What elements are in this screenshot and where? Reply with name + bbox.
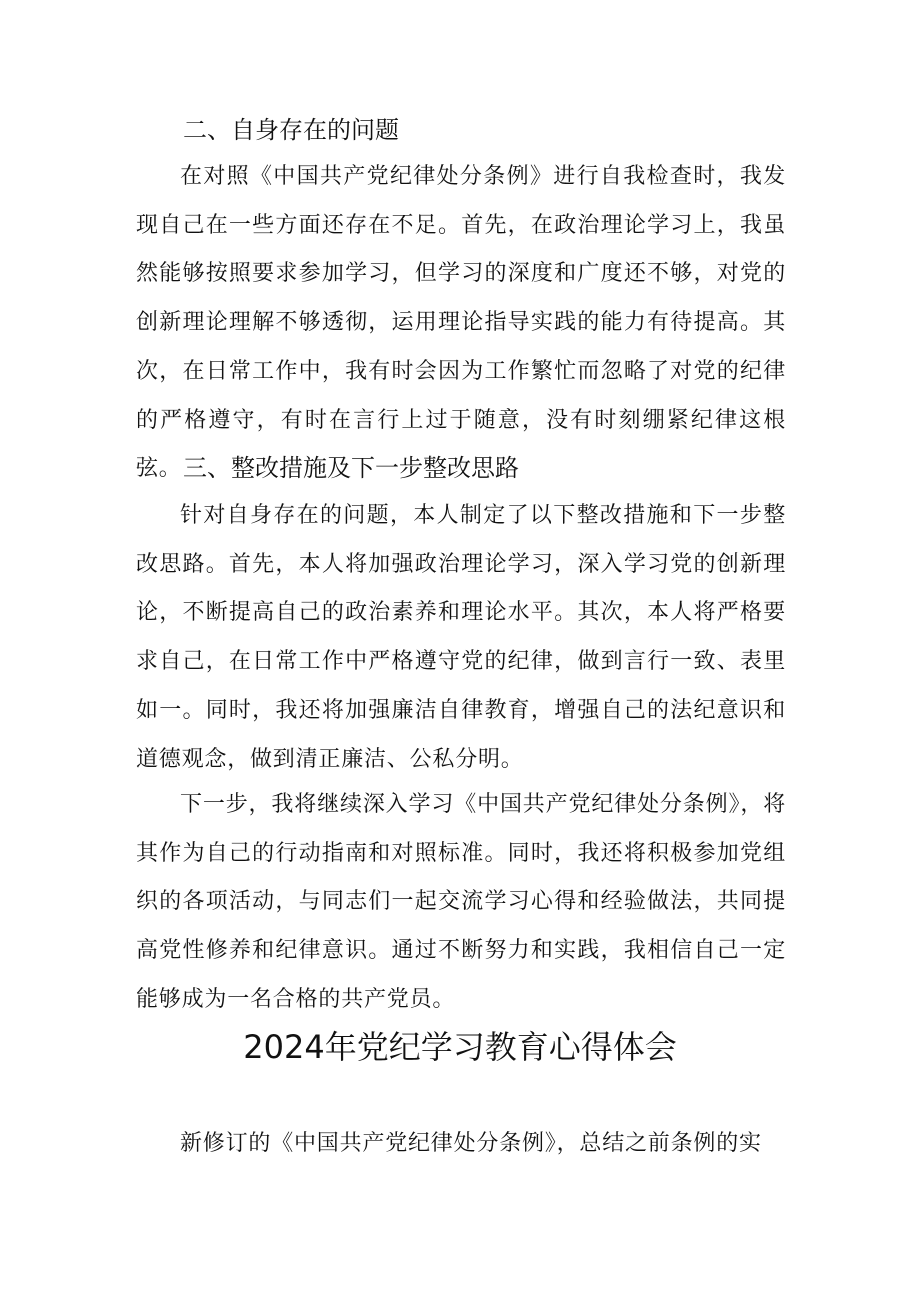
paragraph-rectification-measures: 针对自身存在的问题，本人制定了以下整改措施和下一步整改思路。首先，本人将加强政治理论学习，深入学习党的创新理论，不断提高自己的政治素养和理论水平。其次，本人将严格要求自己，在日常工作中严格遵守党的纪律，做到言行一致、表里如一。同时，我还将加强廉洁自律教育，增强自己的法纪意识和道德观念，做到清正廉洁、公私分明。 bbox=[136, 503, 786, 772]
article-title: 2024年党纪学习教育心得体会 bbox=[243, 1028, 677, 1066]
paragraph-problems: 在对照《中国共产党纪律处分条例》进行自我检查时，我发现自己在一些方面还存在不足。首先，在政治理论学习上，我虽然能够按照要求参加学习，但学习的深度和广度还不够，对党的创新理论理解不够透彻，运用理论指导实践的能力有待提高。其次，在日常工作中，我有时会因为工作繁忙而忽略了对党的纪律的严格遵守，有时在言行上过于随意，没有时刻绷紧纪律这根弦。 bbox=[136, 164, 786, 482]
paragraph-next-steps: 下一步，我将继续深入学习《中国共产党纪律处分条例》，将其作为自己的行动指南和对照标准。同时，我还将积极参加党组织的各项活动，与同志们一起交流学习心得和经验做法，共同提高党性修养和纪律意识。通过不断努力和实践，我相信自己一定能够成为一名合格的共产党员。 bbox=[136, 792, 786, 1012]
section-heading-problems: 二、自身存在的问题 bbox=[183, 116, 399, 144]
paragraph-article-intro: 新修订的《中国共产党纪律处分条例》，总结之前条例的实 bbox=[180, 1131, 762, 1156]
section-heading-rectification: 三、整改措施及下一步整改思路 bbox=[183, 454, 519, 482]
